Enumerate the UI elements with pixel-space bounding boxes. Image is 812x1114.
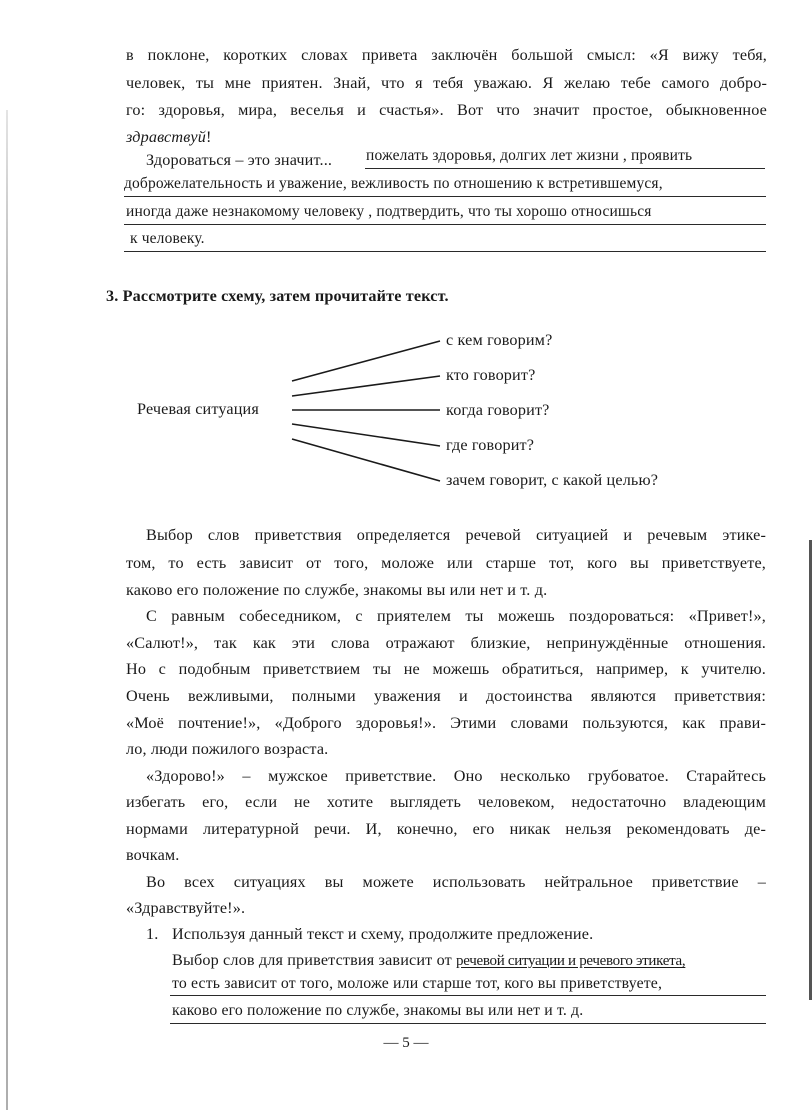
intro-line-4 [126,127,212,147]
exercise1-sentence-start: Выбор слов для приветствия зависит от [172,951,452,969]
task3-heading: 3. Рассмотрите схему, затем прочитайте текст. [106,287,449,305]
para2-line-2: «Салют!», так как эти слова отражают близкие, непринуждённые отношения. [126,634,766,652]
exercise1-answer-inline: речевой ситуации и речевого этикета, [456,953,686,969]
exercise1-answer-line-2: каково его положение по службе, знакомы вы или нет и т. д. [172,1002,584,1019]
exercise1-number: 1. [146,925,159,943]
italic-word: здравствуй [126,128,206,146]
branch-line-5 [292,439,440,481]
intro-line-1: в поклоне, коротких словах привета заключён большой смысл: «Я вижу тебя, [126,46,767,64]
para1-line-3: каково его положение по службе, знакомы вы или нет и т. д. [126,581,548,599]
diagram-branch-3: когда говорит? [446,401,550,419]
answer-underline-1 [365,168,765,169]
para3-line-4: вочкам. [126,846,180,864]
exercise1-answer-line-1: то есть зависит от того, моложе или старше тот, кого вы приветствуете, [172,975,663,992]
para3-line-2: избегать его, если не хотите выглядеть человеком, недостаточно владеющим [126,793,766,811]
para2-line-6: ло, люди пожилого возраста. [126,740,329,758]
diagram-branch-4: где говорит? [446,436,535,454]
greeting-answer-line-3: иногда даже незнакомому человеку , подтвердить, что ты хорошо относишься [126,203,652,220]
answer-underline-2 [124,196,766,197]
para1-line-1: Выбор слов приветствия определяется речевой ситуацией и речевым этике- [146,526,766,544]
para2-line-3: Но с подобным приветствием ты не можешь обратиться, например, к учителю. [126,660,766,678]
exercise1-underline-1 [170,995,766,996]
para4-line-1: Во всех ситуациях вы можете использовать нейтральное приветствие – [146,873,766,891]
branch-line-4 [292,424,440,446]
scan-edge-left [6,110,8,1110]
intro-line-2: человек, ты мне приятен. Знай, что я тебя уважаю. Я желаю тебе самого добро- [126,74,767,92]
para4-line-2: «Здравствуйте!». [126,899,246,917]
answer-underline-4 [124,251,766,252]
para3-line-1: «Здорово!» – мужское приветствие. Оно несколько грубоватое. Старайтесь [146,767,766,785]
para2-line-1: С равным собеседником, с приятелем ты можешь поздороваться: «Привет!», [146,607,766,625]
greeting-prompt: Здороваться – это значит... [146,151,333,169]
exercise1-instruction: Используя данный текст и схему, продолжите предложение. [172,925,594,943]
greeting-answer-line-1: пожелать здоровья, долгих лет жизни , проявить [366,147,693,164]
branch-line-1 [292,341,440,381]
diagram-branch-2: кто говорит? [446,366,536,384]
exercise1-sentence [172,950,685,971]
diagram-branch-1: с кем говорим? [446,331,553,349]
greeting-answer-line-4: к человеку. [130,230,205,247]
italic-suffix: ! [205,128,212,146]
answer-underline-3 [124,224,766,225]
intro-line-3: го: здоровья, мира, веселья и счастья». Вот что значит простое, обыкновенное [126,101,767,119]
diagram-root-label: Речевая ситуация [137,400,259,418]
page-number: — 5 — [383,1035,429,1051]
exercise1-underline-2 [170,1023,766,1024]
para1-line-2: том, то есть зависит от того, моложе или старше тот, кого вы приветствуете, [126,554,766,572]
para3-line-3: нормами литературной речи. И, конечно, его никак нельзя рекомендовать де- [126,820,766,838]
branch-line-2 [292,376,440,396]
para2-line-4: Очень вежливыми, полными уважения и достоинства являются приветствия: [126,687,766,705]
para2-line-5: «Моё почтение!», «Доброго здоровья!». Этими словами пользуются, как прави- [126,714,766,732]
greeting-answer-line-2: доброжелательность и уважение, вежливость по отношению к встретившемуся, [124,175,663,192]
diagram-branch-5: зачем говорит, с какой целью? [446,471,659,489]
